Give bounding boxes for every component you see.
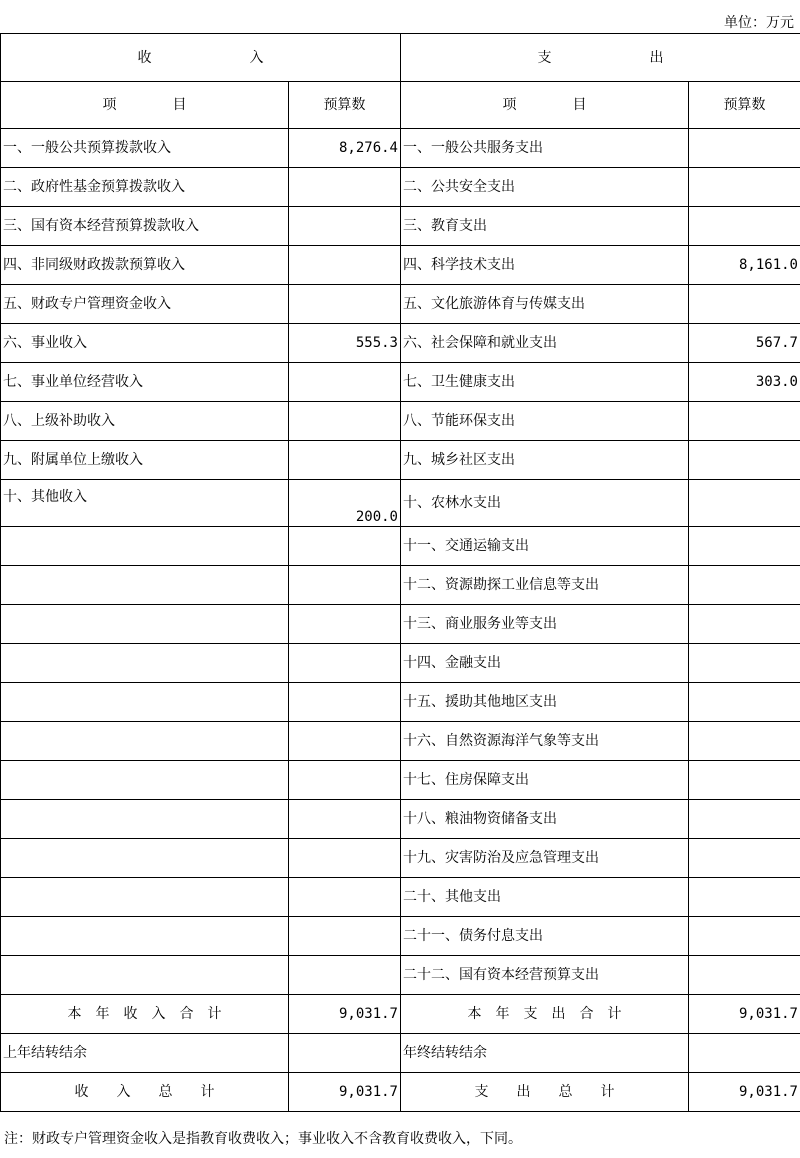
expense-budget-header: 预算数 — [689, 82, 800, 129]
expense-amount — [689, 285, 800, 324]
year-expense-label: 本 年 支 出 合 计 — [401, 995, 689, 1034]
expense-amount — [689, 839, 800, 878]
table-row — [1, 956, 800, 995]
expense-item: 二十、其他支出 — [401, 878, 689, 917]
expense-item-header: 项 目 — [401, 82, 689, 129]
unit-label: 单位：万元 — [724, 15, 794, 31]
expense-item: 十三、商业服务业等支出 — [401, 605, 689, 644]
expense-amount — [689, 761, 800, 800]
expense-amount — [689, 605, 800, 644]
expense-section-header: 支 出 — [401, 34, 800, 82]
grand-total-row — [1, 1073, 800, 1112]
income-amount — [289, 207, 401, 246]
carry-out-label: 年终结转结余 — [401, 1034, 689, 1073]
income-item: 九、附属单位上缴收入 — [1, 441, 289, 480]
income-item — [1, 839, 289, 878]
income-amount — [289, 527, 401, 566]
grand-expense-label: 支 出 总 计 — [401, 1073, 689, 1112]
expense-amount — [689, 644, 800, 683]
income-item — [1, 527, 289, 566]
table-row — [1, 441, 800, 480]
expense-item: 十四、金融支出 — [401, 644, 689, 683]
income-item: 五、财政专户管理资金收入 — [1, 285, 289, 324]
grand-income-label: 收 入 总 计 — [1, 1073, 289, 1112]
income-amount — [289, 168, 401, 207]
expense-item: 二十二、国有资本经营预算支出 — [401, 956, 689, 995]
expense-item: 十二、资源勘探工业信息等支出 — [401, 566, 689, 605]
table-row — [1, 761, 800, 800]
table-row — [1, 207, 800, 246]
income-amount — [289, 722, 401, 761]
expense-amount: 303.0 — [689, 363, 800, 402]
expense-item: 五、文化旅游体育与传媒支出 — [401, 285, 689, 324]
income-amount — [289, 917, 401, 956]
income-amount: 200.0 — [289, 480, 401, 527]
income-item — [1, 917, 289, 956]
table-row — [1, 324, 800, 363]
income-amount — [289, 644, 401, 683]
income-amount — [289, 566, 401, 605]
income-amount — [289, 285, 401, 324]
expense-amount — [689, 168, 800, 207]
income-amount — [289, 956, 401, 995]
income-item: 六、事业收入 — [1, 324, 289, 363]
expense-amount — [689, 207, 800, 246]
expense-item: 六、社会保障和就业支出 — [401, 324, 689, 363]
expense-item: 十七、住房保障支出 — [401, 761, 689, 800]
expense-item: 十一、交通运输支出 — [401, 527, 689, 566]
table-row — [1, 246, 800, 285]
income-amount — [289, 761, 401, 800]
expense-amount — [689, 722, 800, 761]
income-amount: 8,276.4 — [289, 129, 401, 168]
income-amount: 555.3 — [289, 324, 401, 363]
income-item: 八、上级补助收入 — [1, 402, 289, 441]
table-row — [1, 168, 800, 207]
expense-amount — [689, 566, 800, 605]
footnote: 注：财政专户管理资金收入是指教育收费收入；事业收入不含教育收费收入，下同。 — [4, 1131, 522, 1147]
income-item — [1, 683, 289, 722]
table-row — [1, 566, 800, 605]
table-row — [1, 878, 800, 917]
expense-item: 二、公共安全支出 — [401, 168, 689, 207]
income-item — [1, 878, 289, 917]
income-amount — [289, 605, 401, 644]
header-row-columns — [1, 82, 800, 129]
year-total-row — [1, 995, 800, 1034]
carry-out-amount — [689, 1034, 800, 1073]
expense-amount — [689, 683, 800, 722]
table-row — [1, 839, 800, 878]
income-item: 三、国有资本经营预算拨款收入 — [1, 207, 289, 246]
expense-item: 四、科学技术支出 — [401, 246, 689, 285]
table-row — [1, 722, 800, 761]
income-item — [1, 605, 289, 644]
income-item: 七、事业单位经营收入 — [1, 363, 289, 402]
expense-amount: 8,161.0 — [689, 246, 800, 285]
income-amount — [289, 441, 401, 480]
expense-amount — [689, 441, 800, 480]
income-item: 十、其他收入 — [1, 480, 289, 527]
carry-in-amount — [289, 1034, 401, 1073]
expense-item: 十、农林水支出 — [401, 480, 689, 527]
income-amount — [289, 839, 401, 878]
table-row — [1, 800, 800, 839]
income-item: 一、一般公共预算拨款收入 — [1, 129, 289, 168]
budget-table — [0, 33, 800, 1112]
income-item — [1, 761, 289, 800]
income-item-header: 项 目 — [1, 82, 289, 129]
expense-item: 三、教育支出 — [401, 207, 689, 246]
income-amount — [289, 800, 401, 839]
income-item — [1, 722, 289, 761]
table-row — [1, 480, 800, 527]
expense-amount — [689, 402, 800, 441]
expense-amount — [689, 800, 800, 839]
expense-item: 一、一般公共服务支出 — [401, 129, 689, 168]
table-row — [1, 285, 800, 324]
income-section-header: 收 入 — [1, 34, 401, 82]
year-expense-amount: 9,031.7 — [689, 995, 800, 1034]
expense-amount — [689, 129, 800, 168]
table-row — [1, 683, 800, 722]
expense-item: 十九、灾害防治及应急管理支出 — [401, 839, 689, 878]
income-item — [1, 566, 289, 605]
income-amount — [289, 878, 401, 917]
income-amount — [289, 402, 401, 441]
table-row — [1, 527, 800, 566]
header-row-section — [1, 34, 800, 82]
expense-amount — [689, 917, 800, 956]
table-row — [1, 644, 800, 683]
income-item: 四、非同级财政拨款预算收入 — [1, 246, 289, 285]
income-item — [1, 800, 289, 839]
expense-item: 十六、自然资源海洋气象等支出 — [401, 722, 689, 761]
table-row — [1, 605, 800, 644]
income-amount — [289, 246, 401, 285]
expense-item: 八、节能环保支出 — [401, 402, 689, 441]
expense-amount — [689, 878, 800, 917]
table-row — [1, 402, 800, 441]
expense-amount — [689, 480, 800, 527]
grand-income-amount: 9,031.7 — [289, 1073, 401, 1112]
income-item — [1, 644, 289, 683]
expense-item: 九、城乡社区支出 — [401, 441, 689, 480]
income-amount — [289, 683, 401, 722]
table-row — [1, 129, 800, 168]
table-row — [1, 917, 800, 956]
year-income-amount: 9,031.7 — [289, 995, 401, 1034]
expense-item: 十五、援助其他地区支出 — [401, 683, 689, 722]
carry-row — [1, 1034, 800, 1073]
expense-amount — [689, 527, 800, 566]
income-item: 二、政府性基金预算拨款收入 — [1, 168, 289, 207]
expense-amount — [689, 956, 800, 995]
year-income-label: 本 年 收 入 合 计 — [1, 995, 289, 1034]
expense-item: 七、卫生健康支出 — [401, 363, 689, 402]
carry-in-label: 上年结转结余 — [1, 1034, 289, 1073]
income-budget-header: 预算数 — [289, 82, 401, 129]
table-row — [1, 363, 800, 402]
grand-expense-amount: 9,031.7 — [689, 1073, 800, 1112]
expense-amount: 567.7 — [689, 324, 800, 363]
expense-item: 十八、粮油物资储备支出 — [401, 800, 689, 839]
income-item — [1, 956, 289, 995]
expense-item: 二十一、债务付息支出 — [401, 917, 689, 956]
income-amount — [289, 363, 401, 402]
